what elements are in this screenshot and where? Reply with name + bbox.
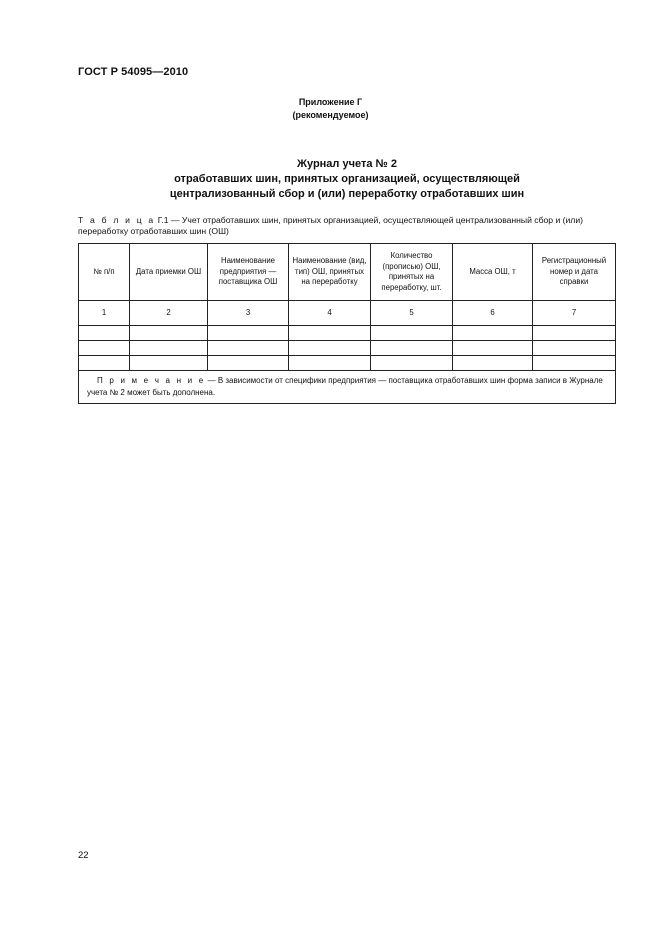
column-number: 7 — [533, 301, 616, 326]
page-number: 22 — [78, 850, 89, 861]
empty-cell — [289, 341, 371, 356]
empty-cell — [79, 326, 130, 341]
table-caption-label: Т а б л и ц а — [78, 215, 156, 225]
empty-cell — [453, 356, 533, 371]
empty-cell — [208, 356, 289, 371]
journal-table — [78, 243, 616, 404]
table-row — [79, 326, 616, 341]
appendix-title: Приложение Г — [298, 97, 363, 107]
table-row — [79, 356, 616, 371]
empty-cell — [533, 341, 616, 356]
table-caption-text: Г.1 — Учет отработавших шин, принятых организацией, осуществляющей централизованный сбор и (или) переработку отработавших шин (ОШ) — [78, 215, 583, 236]
header-cell-quantity: Количество (прописью) ОШ, принятых на переработку, шт. — [371, 244, 453, 301]
column-number: 3 — [208, 301, 289, 326]
empty-cell — [453, 326, 533, 341]
empty-cell — [79, 341, 130, 356]
note-label: П р и м е ч а н и е — [97, 376, 206, 385]
header-cell-date: Дата приемки ОШ — [130, 244, 208, 301]
document-code: ГОСТ Р 54095—2010 — [78, 66, 189, 78]
column-number: 5 — [371, 301, 453, 326]
column-number: 4 — [289, 301, 371, 326]
empty-cell — [208, 326, 289, 341]
empty-cell — [79, 356, 130, 371]
empty-cell — [453, 341, 533, 356]
empty-cell — [289, 326, 371, 341]
table-note — [79, 371, 616, 404]
empty-cell — [533, 356, 616, 371]
empty-cell — [130, 341, 208, 356]
table-note-row — [79, 371, 616, 404]
journal-title — [0, 157, 661, 202]
header-cell-tire-type: Наименование (вид, тип) ОШ, принятых на переработку — [289, 244, 371, 301]
column-number: 1 — [79, 301, 130, 326]
empty-cell — [208, 341, 289, 356]
header-cell-mass: Масса ОШ, т — [453, 244, 533, 301]
header-cell-supplier: Наименование предприятия — поставщика ОШ — [208, 244, 289, 301]
empty-cell — [533, 326, 616, 341]
empty-cell — [130, 326, 208, 341]
note-text: — В зависимости от специфики предприятия — поставщика отработавших шин форма записи в Журнале учета № 2 может быть дополнена. — [87, 376, 603, 397]
empty-cell — [371, 341, 453, 356]
table-header-row — [79, 244, 616, 301]
header-cell-number: № п/п — [79, 244, 130, 301]
empty-cell — [130, 356, 208, 371]
journal-title-line-2: отработавших шин, принятых организацией, осуществляющей — [174, 173, 520, 185]
appendix-status: (рекомендуемое) — [292, 110, 369, 120]
header-cell-registration: Регистрационный номер и дата справки — [533, 244, 616, 301]
empty-cell — [289, 356, 371, 371]
table-row — [79, 341, 616, 356]
appendix-heading — [0, 96, 661, 122]
empty-cell — [371, 326, 453, 341]
column-number-row — [79, 301, 616, 326]
column-number: 2 — [130, 301, 208, 326]
journal-title-line-3: централизованный сбор и (или) переработку отработавших шин — [169, 188, 525, 200]
journal-title-line-1: Журнал учета № 2 — [297, 158, 397, 170]
empty-cell — [371, 356, 453, 371]
table-caption — [78, 215, 618, 237]
column-number: 6 — [453, 301, 533, 326]
